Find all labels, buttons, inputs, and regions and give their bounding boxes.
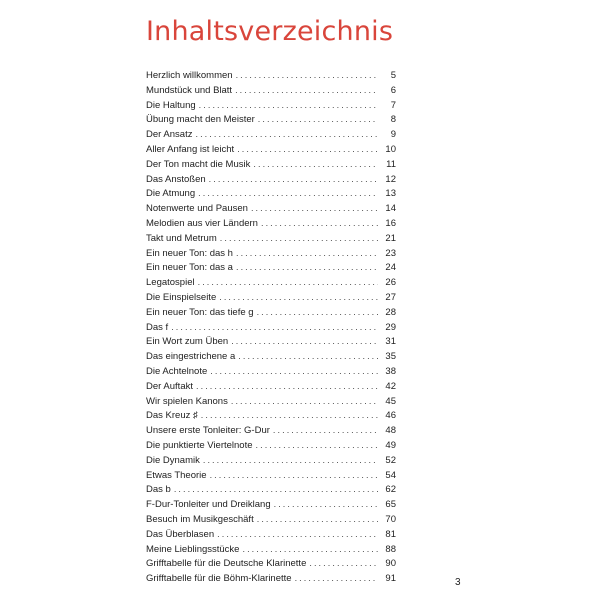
toc-dot-leader xyxy=(198,186,378,201)
toc-entry xyxy=(146,394,396,409)
toc-entry xyxy=(146,423,396,438)
toc-dot-leader xyxy=(171,320,378,335)
toc-entry-page: 88 xyxy=(385,543,396,555)
toc-entry-page: 90 xyxy=(385,558,396,570)
toc-entry xyxy=(146,320,396,335)
toc-entry-label: Der Ansatz xyxy=(146,129,193,141)
toc-entry xyxy=(146,246,396,261)
toc-entry xyxy=(146,571,396,586)
toc-entry-label: Grifftabelle für die Böhm-Klarinette xyxy=(146,573,292,585)
toc-dot-leader xyxy=(309,556,378,571)
toc-entry-page: 31 xyxy=(385,336,396,348)
toc-dot-leader xyxy=(236,68,378,83)
toc-entry-label: Notenwerte und Pausen xyxy=(146,203,248,215)
toc-entry-page: 24 xyxy=(385,262,396,274)
toc-dot-leader xyxy=(295,571,378,586)
toc-entry-label: Legatospiel xyxy=(146,277,195,289)
toc-entry xyxy=(146,556,396,571)
toc-dot-leader xyxy=(209,172,378,187)
toc-dot-leader xyxy=(210,364,378,379)
toc-entry-page: 65 xyxy=(385,499,396,511)
toc-dot-leader xyxy=(258,112,378,127)
toc-entry xyxy=(146,364,396,379)
toc-dot-leader xyxy=(199,98,378,113)
toc-dot-leader xyxy=(217,527,378,542)
toc-entry xyxy=(146,527,396,542)
toc-entry xyxy=(146,231,396,246)
toc-dot-leader xyxy=(196,379,378,394)
toc-dot-leader xyxy=(235,83,378,98)
toc-entry-label: Melodien aus vier Ländern xyxy=(146,217,258,229)
toc-entry-page: 6 xyxy=(390,84,396,96)
toc-dot-leader xyxy=(253,157,378,172)
toc-entry-page: 42 xyxy=(385,380,396,392)
toc-dot-leader xyxy=(231,334,378,349)
toc-entry xyxy=(146,482,396,497)
toc-dot-leader xyxy=(220,231,378,246)
toc-entry-page: 16 xyxy=(385,217,396,229)
toc-entry-label: Etwas Theorie xyxy=(146,469,207,481)
toc-entry-page: 8 xyxy=(390,114,396,126)
toc-entry-page: 62 xyxy=(385,484,396,496)
toc-entry xyxy=(146,453,396,468)
toc-entry-label: Ein neuer Ton: das a xyxy=(146,262,233,274)
toc-entry xyxy=(146,98,396,113)
toc-entry xyxy=(146,142,396,157)
toc-dot-leader xyxy=(195,127,378,142)
toc-entry xyxy=(146,216,396,231)
table-of-contents xyxy=(146,68,396,586)
toc-entry xyxy=(146,408,396,423)
toc-entry xyxy=(146,497,396,512)
toc-entry-page: 11 xyxy=(386,158,396,170)
page-number: 3 xyxy=(455,577,461,588)
toc-entry-label: Meine Lieblingsstücke xyxy=(146,543,240,555)
toc-entry xyxy=(146,468,396,483)
toc-entry xyxy=(146,112,396,127)
toc-dot-leader xyxy=(257,305,378,320)
toc-entry-page: 45 xyxy=(385,395,396,407)
toc-entry-label: Das Anstoßen xyxy=(146,173,206,185)
toc-entry xyxy=(146,172,396,187)
toc-entry-page: 29 xyxy=(385,321,396,333)
toc-entry-label: Ein neuer Ton: das h xyxy=(146,247,233,259)
toc-entry-label: Das b xyxy=(146,484,171,496)
toc-entry-page: 13 xyxy=(385,188,396,200)
toc-entry-page: 52 xyxy=(385,454,396,466)
toc-dot-leader xyxy=(210,468,378,483)
toc-entry-page: 27 xyxy=(385,291,396,303)
toc-entry-page: 54 xyxy=(385,469,396,481)
toc-entry-page: 70 xyxy=(385,513,396,525)
toc-entry-page: 49 xyxy=(385,439,396,451)
toc-dot-leader xyxy=(273,423,378,438)
toc-entry-label: Die punktierte Viertelnote xyxy=(146,439,253,451)
toc-entry-label: Die Achtelnote xyxy=(146,365,208,377)
toc-dot-leader xyxy=(274,497,378,512)
toc-entry xyxy=(146,334,396,349)
toc-entry-label: Ein Wort zum Üben xyxy=(146,336,229,348)
toc-dot-leader xyxy=(236,260,378,275)
toc-entry-label: Mundstück und Blatt xyxy=(146,84,233,96)
toc-entry-label: Unsere erste Tonleiter: G-Dur xyxy=(146,425,270,437)
toc-entry-label: Das eingestrichene a xyxy=(146,351,236,363)
toc-entry xyxy=(146,127,396,142)
toc-dot-leader xyxy=(256,438,379,453)
toc-entry-page: 38 xyxy=(385,365,396,377)
toc-entry-label: Der Auftakt xyxy=(146,380,193,392)
toc-dot-leader xyxy=(198,275,378,290)
toc-entry-label: Ein neuer Ton: das tiefe g xyxy=(146,306,254,318)
toc-entry-page: 14 xyxy=(385,203,396,215)
toc-entry-label: Das f xyxy=(146,321,169,333)
toc-dot-leader xyxy=(201,408,378,423)
page-title: Inhaltsverzeichnis xyxy=(146,16,394,47)
toc-entry-label: Grifftabelle für die Deutsche Klarinette xyxy=(146,558,307,570)
toc-dot-leader xyxy=(219,290,378,305)
toc-entry-label: Die Dynamik xyxy=(146,454,200,466)
toc-entry xyxy=(146,68,396,83)
toc-entry-page: 7 xyxy=(390,99,396,111)
toc-entry-label: Aller Anfang ist leicht xyxy=(146,143,235,155)
toc-entry-page: 10 xyxy=(385,143,396,155)
toc-entry-label: Übung macht den Meister xyxy=(146,114,255,126)
toc-entry xyxy=(146,186,396,201)
toc-entry-label: Der Ton macht die Musik xyxy=(146,158,251,170)
toc-entry-page: 28 xyxy=(385,306,396,318)
toc-entry-label: Takt und Metrum xyxy=(146,232,217,244)
toc-entry xyxy=(146,83,396,98)
toc-dot-leader xyxy=(261,216,378,231)
toc-dot-leader xyxy=(237,142,378,157)
toc-entry-page: 35 xyxy=(385,351,396,363)
toc-entry xyxy=(146,201,396,216)
toc-entry-page: 9 xyxy=(390,129,396,141)
toc-dot-leader xyxy=(231,394,378,409)
toc-entry-label: Die Atmung xyxy=(146,188,196,200)
toc-entry-page: 48 xyxy=(385,425,396,437)
toc-entry-label: Das Kreuz ♯ xyxy=(146,410,198,422)
toc-entry-label: Die Haltung xyxy=(146,99,196,111)
toc-entry-label: Die Einspielseite xyxy=(146,291,217,303)
toc-entry-page: 46 xyxy=(385,410,396,422)
toc-entry-label: Besuch im Musikgeschäft xyxy=(146,513,254,525)
toc-dot-leader xyxy=(242,542,378,557)
toc-dot-leader xyxy=(257,512,378,527)
toc-dot-leader xyxy=(251,201,378,216)
toc-dot-leader xyxy=(236,246,378,261)
toc-entry-page: 12 xyxy=(385,173,396,185)
toc-dot-leader xyxy=(203,453,378,468)
toc-entry xyxy=(146,157,396,172)
toc-entry-page: 5 xyxy=(390,70,396,81)
toc-entry-page: 91 xyxy=(385,573,396,585)
toc-entry xyxy=(146,275,396,290)
toc-dot-leader xyxy=(174,482,378,497)
toc-entry-page: 21 xyxy=(385,232,396,244)
toc-entry xyxy=(146,260,396,275)
toc-entry xyxy=(146,542,396,557)
toc-entry xyxy=(146,438,396,453)
toc-entry xyxy=(146,305,396,320)
toc-dot-leader xyxy=(238,349,378,364)
toc-entry-label: Herzlich willkommen xyxy=(146,70,233,81)
toc-entry xyxy=(146,512,396,527)
toc-entry xyxy=(146,379,396,394)
toc-entry-page: 26 xyxy=(385,277,396,289)
toc-entry-label: F-Dur-Tonleiter und Dreiklang xyxy=(146,499,271,511)
toc-entry-page: 81 xyxy=(385,528,396,540)
toc-entry-page: 23 xyxy=(385,247,396,259)
toc-entry-label: Wir spielen Kanons xyxy=(146,395,228,407)
toc-entry xyxy=(146,290,396,305)
toc-entry xyxy=(146,349,396,364)
toc-entry-label: Das Überblasen xyxy=(146,528,215,540)
